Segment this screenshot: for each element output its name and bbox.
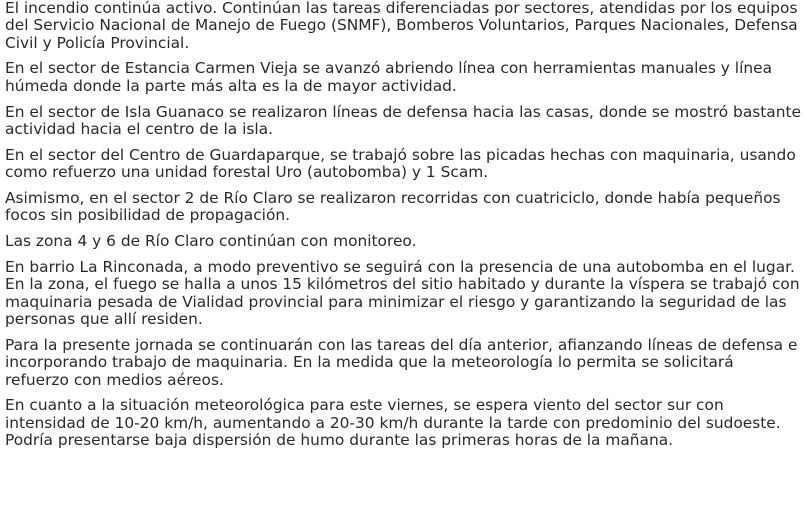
paragraph-estancia-carmen-vieja: En el sector de Estancia Carmen Vieja se avanzó abriendo línea con herramientas manuales y línea húmeda donde la parte más alta es la de mayor actividad. bbox=[5, 59, 773, 95]
paragraph-plan-for-today: Para la presente jornada se continuarán con las tareas del día anterior, afianzando líneas de defensa e incorporando trabajo de maquinaria. En la medida que la meteorología lo permita se solicitará refuerzo con medios aéreos. bbox=[5, 335, 798, 389]
paragraph-weather: En cuanto a la situación meteorológica para este viernes, se espera viento del sector sur con intensidad de 10-20 km/h, aumentando a 20-30 km/h durante la tarde con predominio del sudoeste. Podría presentarse baja dispersión de humo durante las primeras horas de la mañana. bbox=[5, 396, 781, 449]
paragraph-fire-status: El incendio continúa activo. Continúan las tareas diferenciadas por sectores, atendidas por los equipos del Servicio Nacional de Manejo de Fuego (SNMF), Bomberos Voluntarios, Parques Nacionales, Defensa Civil y Policía Provincial. bbox=[5, 0, 798, 52]
paragraph-la-rinconada: En barrio La Rinconada, a modo preventivo se seguirá con la presencia de una autobomba en el lugar. En la zona, el fuego se halla a unos 15 kilómetros del sitio habitado y durante la víspera se trabajó con maquinaria pesada de Vialidad provincial para minimizar el riesgo y garantizando la seguridad de las personas que allí residen. bbox=[5, 258, 800, 329]
paragraph-centro-guardaparque: En el sector del Centro de Guardaparque, se trabajó sobre las picadas hechas con maquinaria, usando como refuerzo una unidad forestal Uro (autobomba) y 1 Scam. bbox=[5, 145, 796, 182]
paragraph-rio-claro-zones: Las zona 4 y 6 de Río Claro continúan con monitoreo. bbox=[5, 232, 417, 251]
paragraph-rio-claro-sector-2: Asimismo, en el sector 2 de Río Claro se realizaron recorridas con cuatriciclo, donde había pequeños focos sin posibilidad de propagación. bbox=[5, 189, 781, 225]
paragraph-isla-guanaco: En el sector de Isla Guanaco se realizaron líneas de defensa hacia las casas, donde se mostró bastante actividad hacia el centro de la isla. bbox=[5, 102, 801, 138]
